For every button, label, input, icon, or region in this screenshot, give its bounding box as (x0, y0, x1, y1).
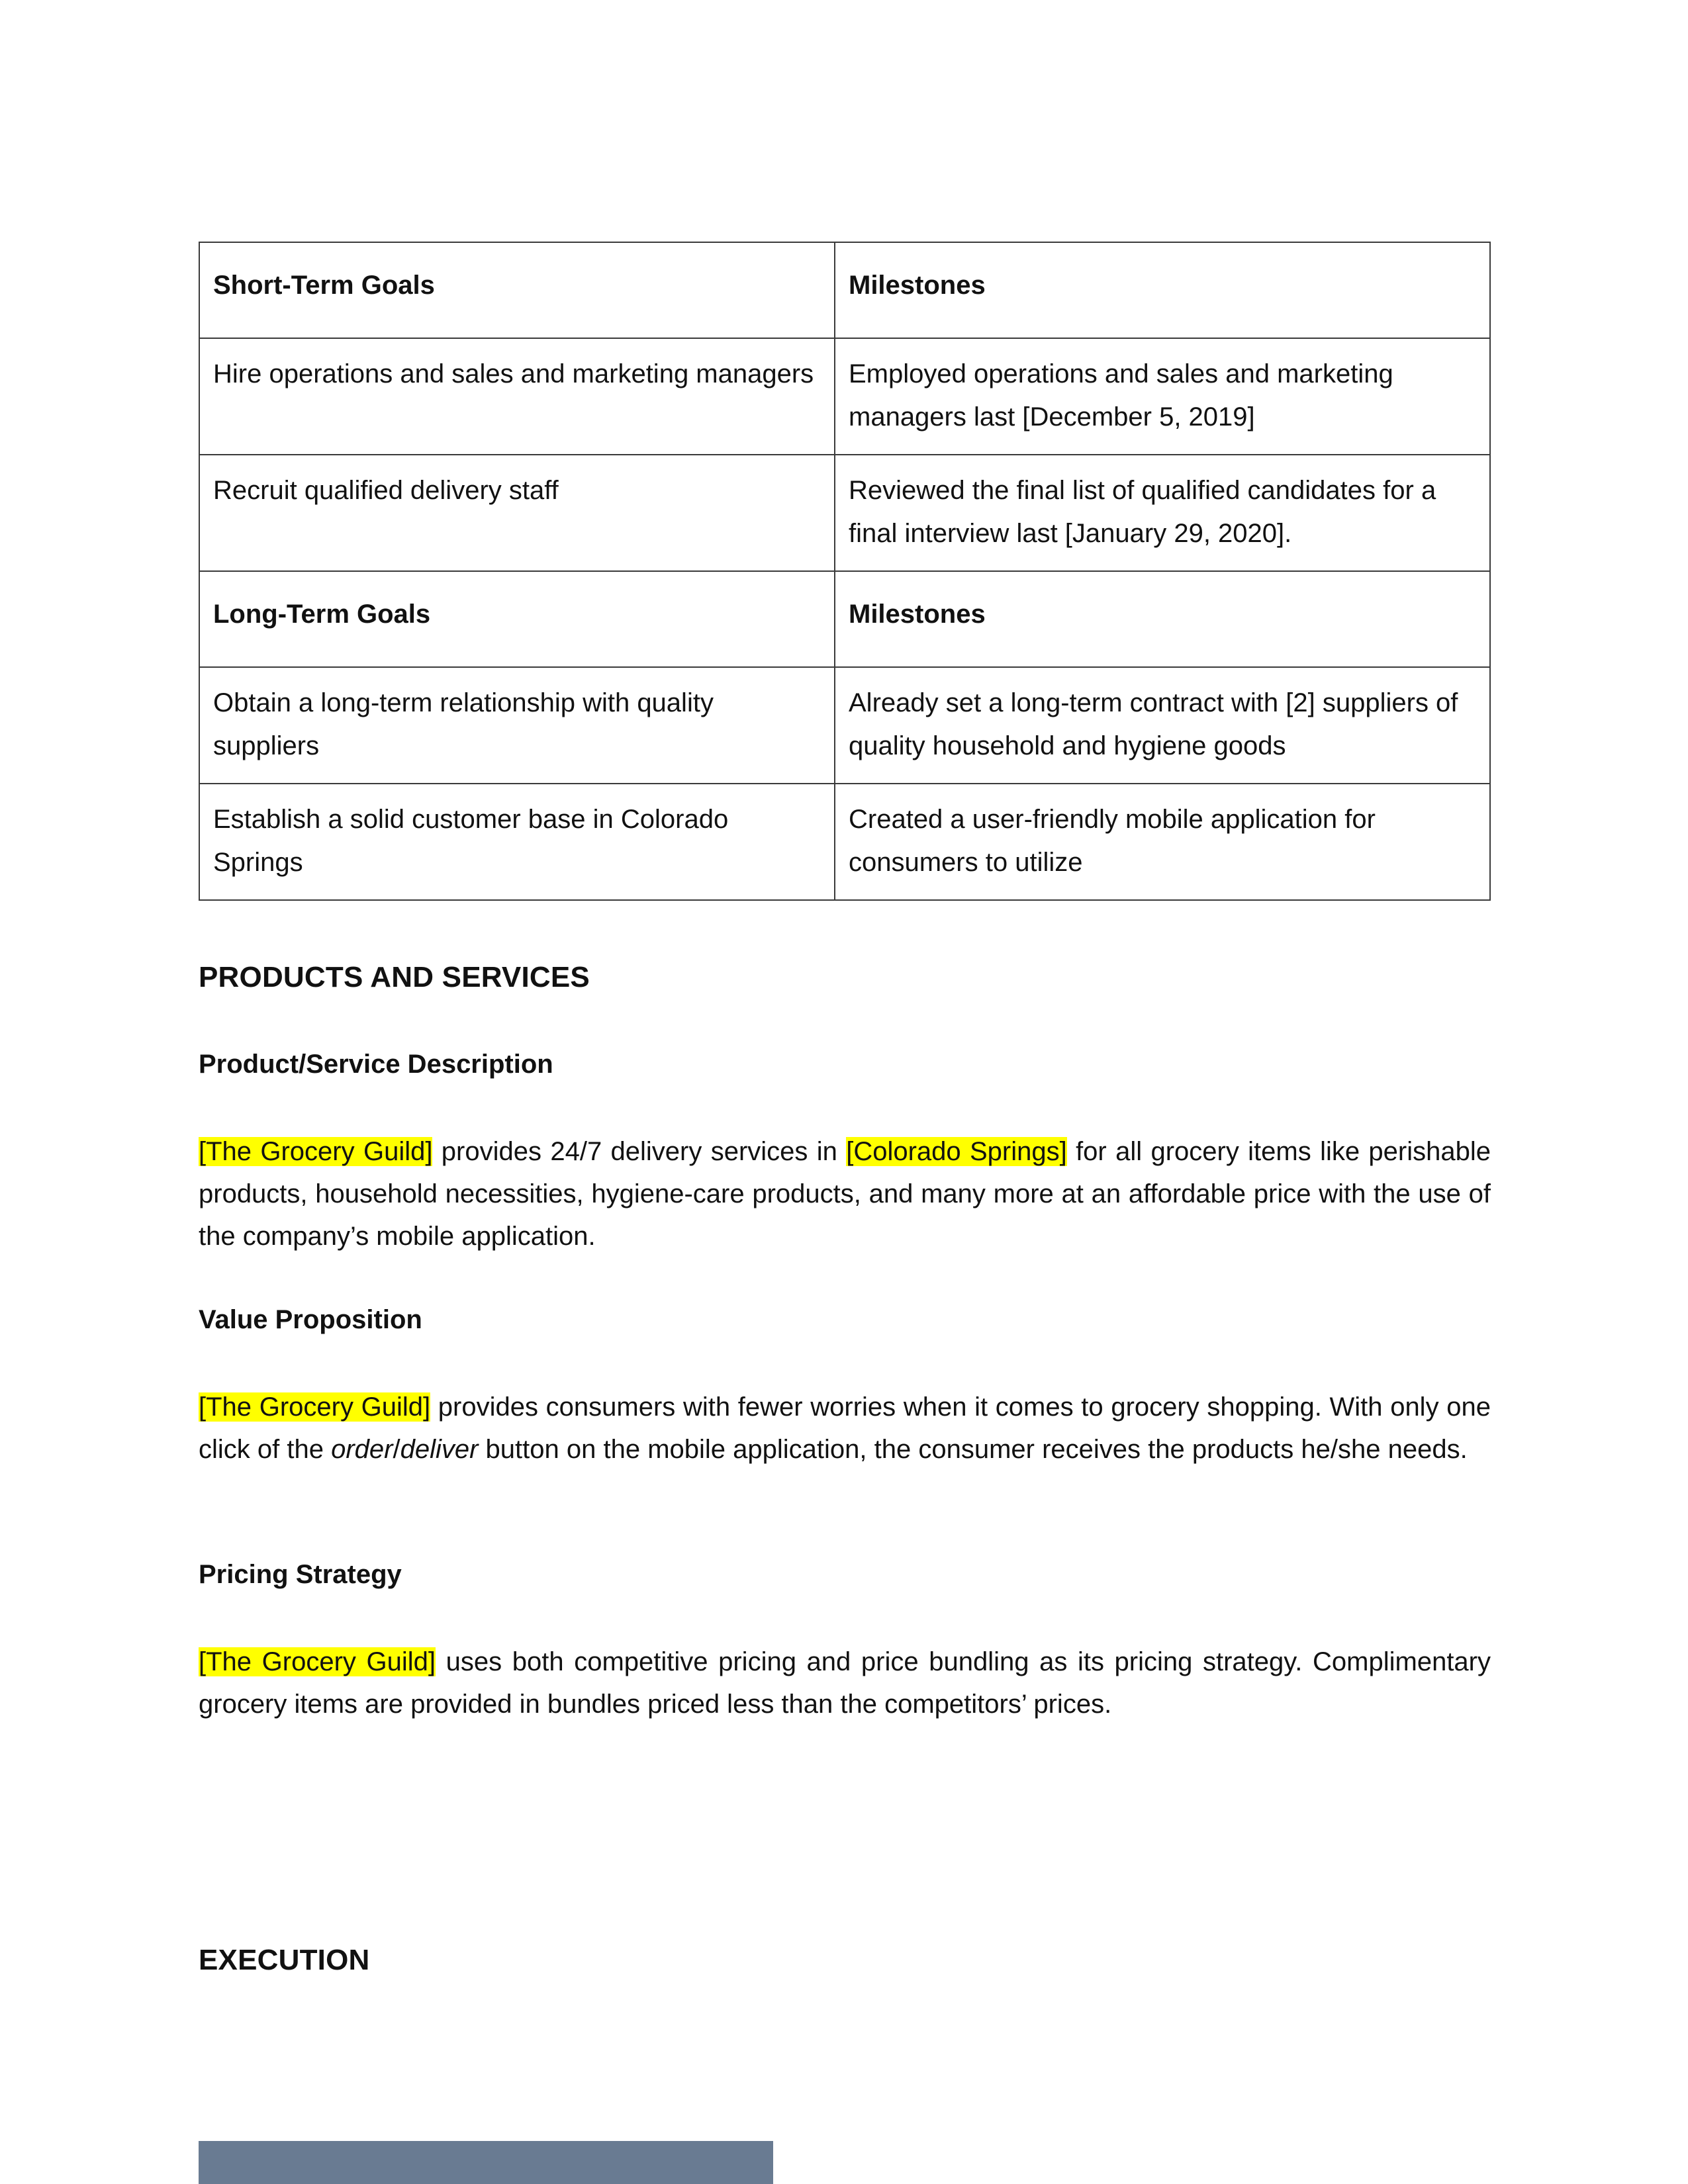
goals-milestones-table (199, 242, 1491, 901)
footer-color-bar (199, 2141, 773, 2184)
table-row (199, 784, 1490, 900)
value-text: provides consumers with fewer worries when it comes to grocery shopping. With only one click of the (199, 1392, 1491, 1464)
table-row (199, 338, 1490, 455)
city-name-highlight: [Colorado Springs] (846, 1137, 1067, 1166)
products-and-services-heading: PRODUCTS AND SERVICES (199, 961, 590, 993)
company-name-highlight: [The Grocery Guild] (199, 1647, 436, 1676)
goal-cell: Recruit qualified delivery staff (199, 455, 835, 571)
value-proposition-paragraph (199, 1386, 1491, 1471)
company-name-highlight: [The Grocery Guild] (199, 1392, 431, 1422)
order-italic: order (331, 1435, 393, 1464)
milestones-header: Milestones (835, 571, 1490, 667)
execution-heading: EXECUTION (199, 1944, 370, 1976)
value-proposition-heading: Value Proposition (199, 1305, 422, 1334)
milestone-cell: Created a user-friendly mobile application for consumers to utilize (835, 784, 1490, 900)
product-service-description-heading: Product/Service Description (199, 1050, 553, 1079)
goal-cell: Establish a solid customer base in Colorado Springs (199, 784, 835, 900)
pricing-strategy-heading: Pricing Strategy (199, 1560, 402, 1589)
value-text: button on the mobile application, the consumer receives the products he/she needs. (478, 1435, 1468, 1464)
pricing-strategy-paragraph (199, 1641, 1491, 1725)
goal-cell: Obtain a long-term relationship with quality suppliers (199, 667, 835, 784)
short-term-goals-header: Short-Term Goals (199, 242, 835, 338)
milestone-cell: Reviewed the final list of qualified candidates for a final interview last [January 29, 2020]. (835, 455, 1490, 571)
description-text: for all grocery items like perishable products, household necessities, hygiene-care products, and many more at an affordable price with the use of the company’s mobile application. (199, 1137, 1491, 1251)
milestone-cell: Already set a long-term contract with [2] suppliers of quality household and hygiene goods (835, 667, 1490, 784)
long-term-goals-header: Long-Term Goals (199, 571, 835, 667)
milestone-cell: Employed operations and sales and marketing managers last [December 5, 2019] (835, 338, 1490, 455)
table-header-row (199, 242, 1490, 338)
pricing-text: uses both competitive pricing and price bundling as its pricing strategy. Complimentary grocery items are provided in bundles priced less than the competitors’ prices. (199, 1647, 1491, 1719)
product-description-paragraph (199, 1130, 1491, 1257)
deliver-italic: deliver (400, 1435, 479, 1464)
table-header-row (199, 571, 1490, 667)
milestones-header: Milestones (835, 242, 1490, 338)
company-name-highlight: [The Grocery Guild] (199, 1137, 433, 1166)
goal-cell: Hire operations and sales and marketing managers (199, 338, 835, 455)
description-text: provides 24/7 delivery services in (432, 1137, 847, 1166)
table-row (199, 667, 1490, 784)
slash-text: / (393, 1435, 400, 1464)
table-row (199, 455, 1490, 571)
